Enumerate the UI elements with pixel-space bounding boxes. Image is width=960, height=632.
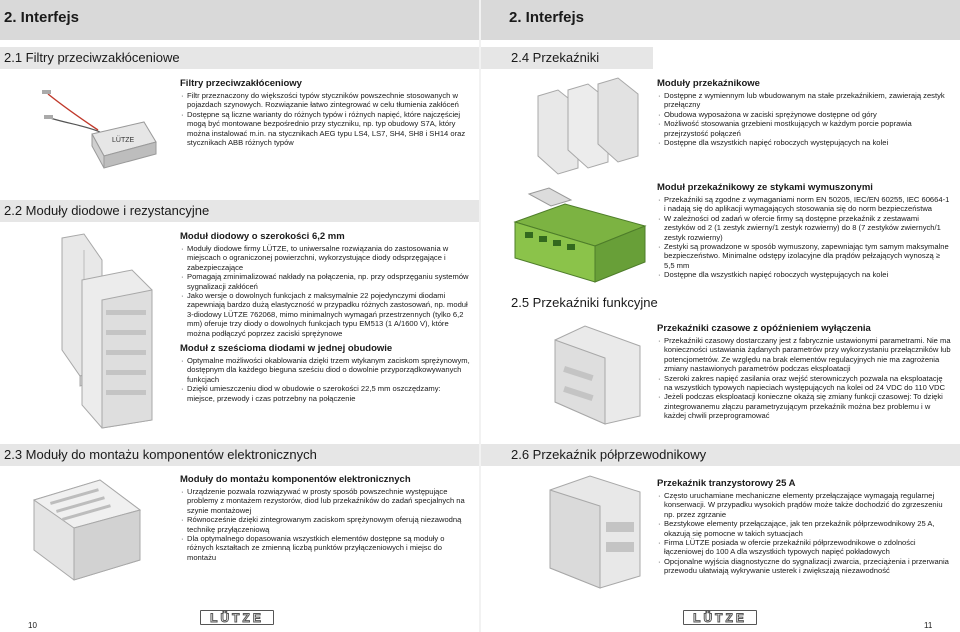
solid-state-relay-photo <box>540 472 650 590</box>
diode-block <box>180 231 470 403</box>
page-gutter <box>479 0 481 632</box>
filter-item-1: · Filtr przeznaczony do większości typów styczników powszechnie stosowanych w pojazdach szynowych. Rozwiązanie łatwo zintegrować w celu tłumienia zakłóceń <box>180 91 470 110</box>
mounting-block <box>180 474 470 562</box>
left-header-title: 2. Interfejs <box>4 9 80 26</box>
section-2-2-title: 2.2 Moduły diodowe i rezystancyjne <box>4 203 210 218</box>
time-relay-photo <box>545 316 650 426</box>
right-page-number: 11 <box>924 621 933 630</box>
relay-modules-block <box>657 78 952 147</box>
relay-modules-title: Moduły przekaźnikowe <box>657 78 760 89</box>
time-relay-block <box>657 323 952 421</box>
safety-relay-photo <box>505 182 650 287</box>
filter-item-2: · Dostępne są liczne warianty do różnych typów i różnych napięć, które najczęściej mogą być montowane bezpośrednio przy styczniku, np. typ obudowy S7A, który można instalować m.in. na stycznikach AEG typu LS4, LS7, SH4, SH8 i SH14 oraz stycznikach ABB różnych typów <box>180 110 470 148</box>
section-2-4-title: 2.4 Przekaźniki <box>511 50 600 65</box>
diode-item-3: · Jako wersje o dowolnych funkcjach z maksymalnie 22 pojedynczymi diodami zapewniają bardzo dużą elastyczność w przypadku różnych zastosowań, np. moduł 3-diodowy LÜTZE 762068, mimo minimalnych wymagań przestrzennych (tylko 6,2 mm) oferuje trzy diody o dowolnych funkcjach typu EM513 (1 A/1600 V), które można podłączyć poprzez zaciski sprężynowe <box>180 291 470 338</box>
ssr-item-2: · Bezstykowe elementy przełączające, jak ten przekaźnik półprzewodnikowy 25 A, okazują się pomocne w takich sytuacjach <box>657 519 952 538</box>
section-2-3-bar <box>0 444 479 466</box>
section-2-1-bar <box>0 47 479 69</box>
relay-modules-item-4: · Dostępne dla wszystkich napięć roboczych występujących na kolei <box>657 138 952 147</box>
filter-block <box>180 78 470 147</box>
six-diode-title: Moduł z sześcioma diodami w jednej obudowie <box>180 343 393 355</box>
section-2-5-title: 2.5 Przekaźniki funkcyjne <box>511 295 658 310</box>
mounting-title: Moduły do montażu komponentów elektronicznych <box>180 474 411 485</box>
ssr-title: Przekaźnik tranzystorowy 25 A <box>657 478 796 489</box>
relay-modules-item-3: · Możliwość stosowania grzebieni mostkujących w każdym porcie poprawia przejrzystość połączeń <box>657 119 952 138</box>
section-2-2-bar <box>0 200 479 222</box>
ssr-item-1: · Często uruchamiane mechaniczne elementy przełączające wymagają regularnej konserwacji. W przypadku wysokich prądów może także dochodzić do zgrzeszeniu np. przez zgrzanie <box>657 491 952 519</box>
mounting-item-2: · Równocześnie dzięki zintegrowanym zaciskom sprężynowym oferują niezawodną technikę przyłączeniową <box>180 515 470 534</box>
filter-photo <box>28 80 168 180</box>
right-header-title: 2. Interfejs <box>509 9 585 26</box>
svg-text:LÜTZE: LÜTZE <box>112 137 135 144</box>
relay-modules-item-2: · Obudowa wyposażona w zaciski sprężynowe dostępne od góry <box>657 110 952 119</box>
mounting-item-1: · Urządzenie pozwala rozwiązywać w prosty sposób powszechnie występujące problemy z montażem rezystorów, diod lub przekaźników do zadań specjalnych na szynie montażowej <box>180 487 470 515</box>
mounting-item-3: · Dla optymalnego dopasowania wszystkich elementów dostępne są moduły o różnych kształtach ze zmienną liczbą punktów przyłączeniowych i miejsc do montażu <box>180 534 470 562</box>
time-relay-item-3: · Jeżeli podczas eksploatacji konieczne okażą się zmiany funkcji czasowej: To dzięki zintegrowanemu złączu parametryzującym przekaźnik można bez problemu i w każdej chwili przeprogramować <box>657 392 952 420</box>
time-relay-title: Przekaźniki czasowe z opóźnieniem wyłączenia <box>657 323 871 334</box>
safety-relay-item-1: · Przekaźniki są zgodne z wymaganiami norm EN 50205, IEC/EN 60255, IEC 60664-1 i nadają się do aplikacji wymagających stosowania się do norm bezpieczeństwa <box>657 195 952 214</box>
relay-modules-item-1: · Dostępne z wymiennym lub wbudowanym na stałe przekaźnikiem, zawierają zestyk przełączny <box>657 91 952 110</box>
diode-item-2: · Pomagają zminimalizować nakłady na połączenia, np. przy odsprzęganiu systemów sygnalizacji zakłóceń <box>180 272 470 291</box>
time-relay-item-2: · Szeroki zakres napięć zasilania oraz wejść sterowniczych pozwala na eksploatację na wszystkich typowych napieciach występujących na kolei od 24 VDC do 110 VDC <box>657 374 952 393</box>
relay-modules-photo <box>528 76 648 176</box>
diode-item-1: · Moduły diodowe firmy LÜTZE, to uniwersalne rozwiązania do zastosowania w miejscach o ograniczonej powierzchni, wykorzystujące diody odsprzęgające i zabezpieczające <box>180 244 470 272</box>
section-2-3-title: 2.3 Moduły do montażu komponentów elektronicznych <box>4 447 317 462</box>
safety-relay-item-4: · Dostępne dla wszystkich napięć roboczych występujących na kolei <box>657 270 952 279</box>
time-relay-item-1: · Przekaźniki czasowy dostarczany jest z fabrycznie ustawionymi parametrami. Nie ma konieczności ustawiania żądanych parametrów przy wykorzystaniu przełączników lub potencjometrów. Ze względu na brak elementów regulacyjnych nie ma zagrożenia zmiany nastawionych parametrów podczas eksploatacji <box>657 336 952 374</box>
six-diode-item-1: · Optymalne możliwości okablowania dzięki trzem wtykanym zaciskom sprężynowym, dostępnym dla każdego bieguna sześciu diod o dowolnie przyporządkowywanych funkcjach <box>180 356 470 384</box>
six-diode-item-2: · Dzięki umieszczeniu diod w obudowie o szerokości 22,5 mm oszczędzamy: miejsce, przewody i czas potrzebny na połączenie <box>180 384 470 403</box>
ssr-item-4: · Opcjonalne wyjścia diagnostyczne do sygnalizacji zwarcia, przeciążenia i przerwania przewodu ułatwiają wykrywanie usterek i zwiększają niezawodność <box>657 557 952 576</box>
ssr-item-3: · Firma LÜTZE posiada w ofercie przekaźniki półprzewodnikowe o zdolności łączeniowej do 100 A dla wszystkich typowych napięć pokładowych <box>657 538 952 557</box>
safety-relay-item-3: · Zestyki są prowadzone w sposób wymuszony, zapewniając tym samym maksymalne bezpieczeństwo. Minimalne odstępy izolacyjne dla prądów pełzających wynoszą ≥ 5,5 mm <box>657 242 952 270</box>
left-header-bar <box>0 0 479 40</box>
mounting-modules-photo <box>20 470 165 588</box>
ssr-block <box>657 478 952 576</box>
right-lutze-logo: LÜTZE <box>683 610 757 625</box>
safety-relay-item-2: · W zależności od zadań w ofercie firmy są dostępne przekaźnik z zestawami zestyków od 2 (1 zestyk zwierny/1 zestyk rozwierny) do 8 (7 zestyków zwiernych/1 zestyk rozwierny) <box>657 214 952 242</box>
section-2-6-title: 2.6 Przekaźnik półprzewodnikowy <box>511 447 707 462</box>
safety-relay-title: Moduł przekaźnikowy ze stykami wymuszonymi <box>657 182 873 193</box>
filter-title: Filtry przeciwzakłóceniowy <box>180 78 302 89</box>
safety-relay-block <box>657 182 952 280</box>
section-2-6-bar <box>481 444 960 466</box>
diode-modules-photo <box>22 230 167 430</box>
right-header-bar <box>481 0 960 40</box>
left-page-number: 10 <box>28 621 37 630</box>
section-2-4-bar <box>481 47 653 69</box>
diode-title: Moduł diodowy o szerokości 6,2 mm <box>180 231 345 242</box>
section-2-1-title: 2.1 Filtry przeciwzakłóceniowe <box>4 50 180 65</box>
left-lutze-logo: LÜTZE <box>200 610 274 625</box>
